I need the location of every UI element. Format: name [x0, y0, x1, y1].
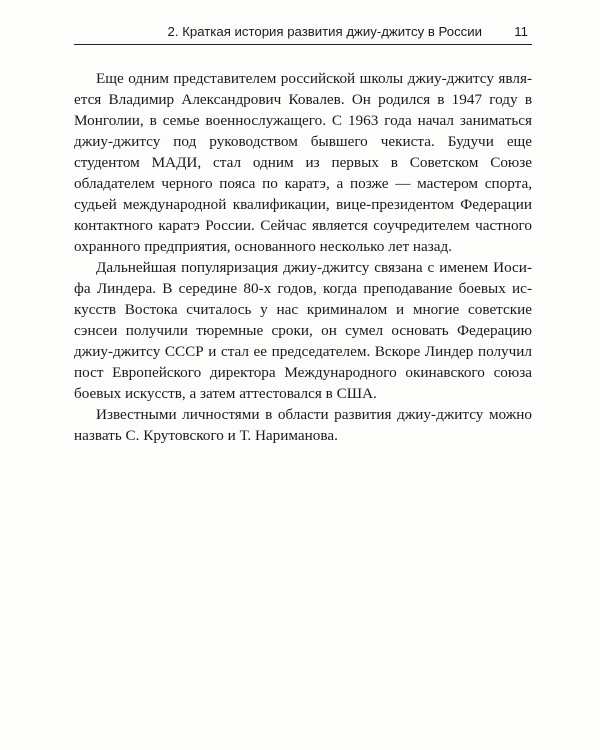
paragraph-notable-persons: Известными личностями в области развития джиу-джитсу можно назвать С. Крутовского и Т. Нариманова.: [74, 406, 532, 444]
page-number: 11: [514, 24, 528, 39]
running-head: [74, 22, 532, 45]
paragraph-linder: Дальнейшая популяризация джиу-джитсу связана с именем Иосифа Линдера. В середине 80-х годов, когда преподавание боевых искусств Востока считалось у нас криминалом и многие советские сэнсеи получили тюремные сроки, он сумел основать Федерацию джиу-джитсу СССР и стал ее председателем. Вскоре Линдер получил пост Европейского директора Международного окинавского союза боевых искусств, а затем аттестовался в США.: [74, 259, 532, 402]
chapter-title: 2. Краткая история развития джиу-джитсу в России: [167, 24, 482, 39]
paragraph-kovalev: Еще одним представителем российской школы джиу-джитсу является Владимир Александрович Ковалев. Он родился в 1947 году в Монголии, в семье военнослужащего. С 1963 года начал заниматься джиу-джитсу под руководством бывшего чекиста. Будучи еще студентом МАДИ, стал одним из первых в Советском Союзе обладателем черного пояса по каратэ, а позже — мастером спорта, судьей международной квалификации, вице-президентом Федерации контактного каратэ России. Сейчас является соучредителем частного охранного предприятия, основанного несколько лет назад.: [74, 70, 532, 255]
body-text: [74, 68, 532, 446]
